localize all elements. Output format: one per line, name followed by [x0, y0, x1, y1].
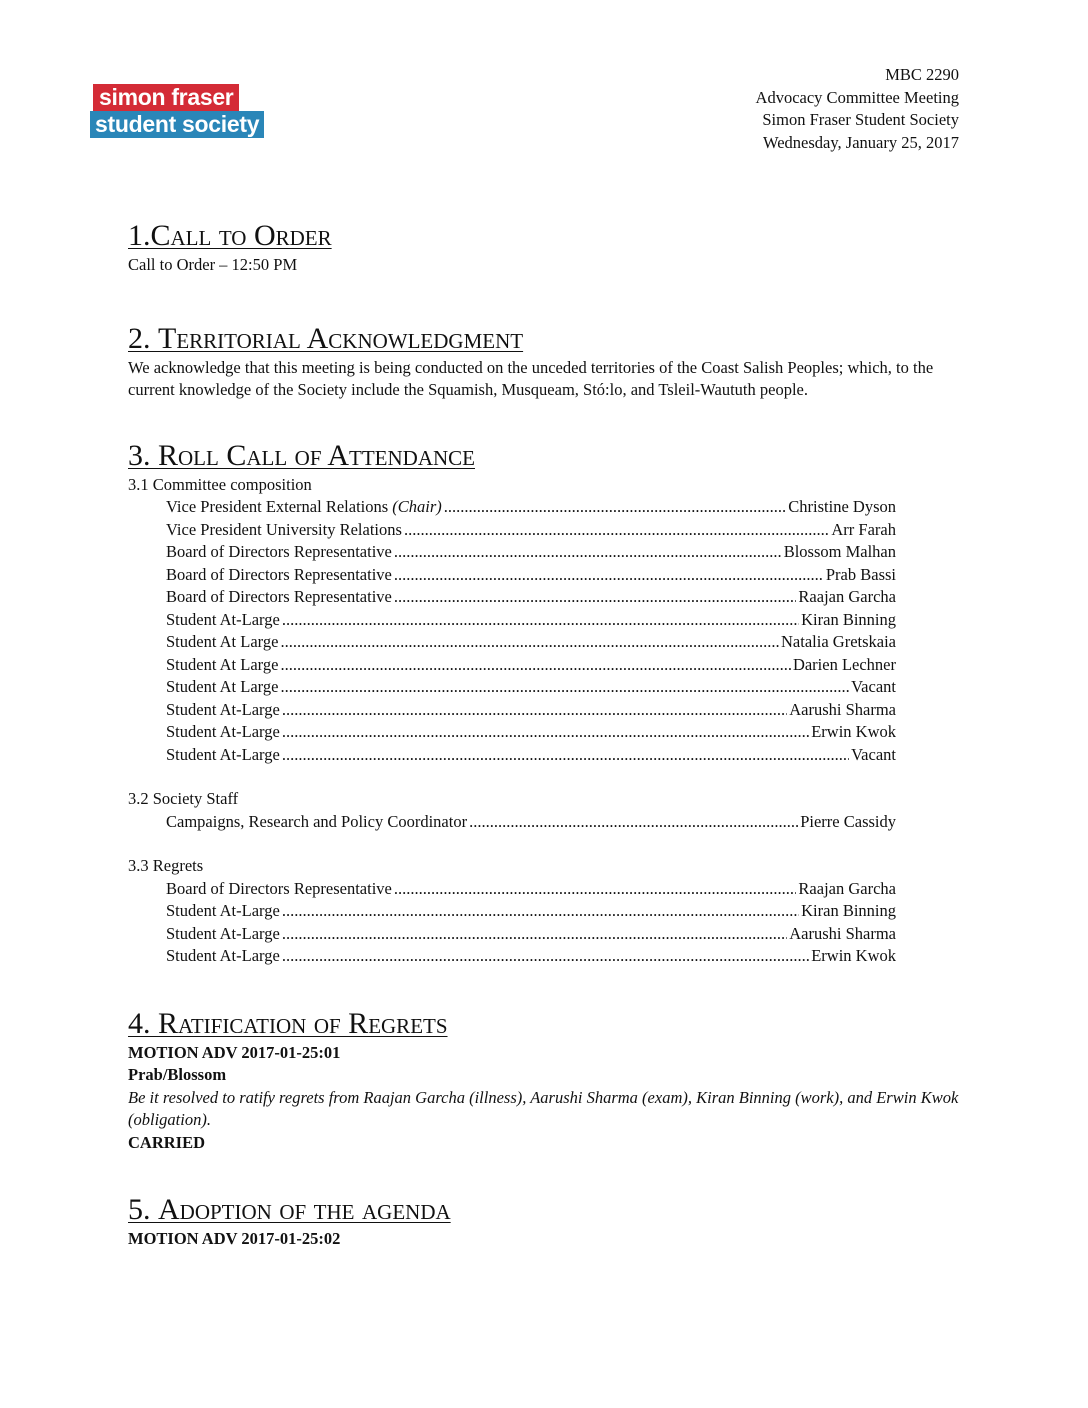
attendee-name: Erwin Kwok [811, 722, 896, 741]
sfss-logo [90, 84, 270, 138]
attendee-role: Board of Directors Representative [166, 564, 392, 584]
header-line: MBC 2290 [885, 65, 959, 84]
dot-leader [469, 811, 798, 834]
dot-leader [282, 721, 809, 744]
attendee-role: Student At Large [166, 677, 279, 696]
attendee-role: Board of Directors Representative [166, 878, 392, 898]
dot-leader [394, 541, 782, 564]
section-heading: 1.Call to Order [128, 219, 332, 252]
attendee-name: Prab Bassi [825, 564, 896, 584]
section-territorial-acknowledgment [128, 321, 960, 402]
dot-leader [282, 744, 849, 767]
section-heading: 3. Roll Call of Attendance [128, 438, 475, 472]
regrets-list [128, 878, 960, 968]
attendee-name: Christine Dyson [788, 497, 896, 516]
attendance-row [166, 586, 896, 609]
attendance-row [166, 811, 896, 834]
dot-leader [280, 654, 791, 677]
dot-leader [280, 631, 779, 654]
section-roll-call [128, 438, 960, 968]
attendance-row [166, 519, 896, 542]
attendance-row [166, 945, 896, 968]
attendance-row [166, 721, 896, 744]
attendee-note: (Chair) [392, 497, 442, 516]
section-call-to-order [128, 218, 960, 277]
document-body [128, 218, 960, 1251]
subsection-title: 3.2 Society Staff [128, 789, 239, 808]
attendee-name: Pierre Cassidy [800, 811, 896, 831]
subsection-title: 3.1 Committee composition [128, 474, 312, 494]
attendee-name: Natalia Gretskaia [781, 632, 896, 651]
attendee-role: Campaigns, Research and Policy Coordinator [166, 811, 468, 831]
logo-line2: student society [90, 111, 264, 138]
motion-movers: Prab/Blossom [128, 1065, 227, 1084]
attendee-role: Vice President External Relations [166, 497, 389, 516]
dot-leader [444, 496, 787, 519]
attendance-row [166, 541, 896, 564]
attendance-row [166, 631, 896, 654]
dot-leader [280, 676, 849, 699]
dot-leader [394, 564, 824, 587]
attendance-row [166, 564, 896, 587]
attendee-role: Student At Large [166, 632, 279, 651]
attendee-name: Darien Lechner [792, 654, 896, 674]
attendee-role: Student At Large [166, 654, 279, 674]
dot-leader [404, 519, 829, 542]
logo-line1: simon fraser [93, 84, 239, 111]
attendance-row [166, 699, 896, 722]
attendee-name: Arr Farah [831, 519, 896, 539]
motion-number: MOTION ADV 2017-01-25:01 [128, 1042, 341, 1062]
attendee-role: Student At-Large [166, 946, 280, 965]
attendee-name: Raajan Garcha [798, 587, 896, 606]
attendee-role: Student At-Large [166, 722, 280, 741]
attendance-row [166, 900, 896, 923]
attendance-row [166, 496, 896, 519]
motion-number: MOTION ADV 2017-01-25:02 [128, 1229, 341, 1248]
section-heading: 5. Adoption of the agenda [128, 1193, 451, 1226]
attendee-role: Student At-Large [166, 923, 280, 943]
call-to-order-text: Call to Order – 12:50 PM [128, 255, 298, 274]
staff-list [128, 811, 960, 834]
attendee-role: Student At-Large [166, 609, 280, 629]
attendance-row [166, 744, 896, 767]
attendance-row [166, 654, 896, 677]
attendee-name: Vacant [851, 677, 896, 696]
attendance-row [166, 923, 896, 946]
header-line: Advocacy Committee Meeting [755, 87, 959, 107]
attendee-role: Student At-Large [166, 901, 280, 920]
section-ratification [128, 1006, 960, 1155]
dot-leader [282, 923, 787, 946]
attendee-name: Kiran Binning [801, 609, 896, 629]
attendee-name: Vacant [851, 744, 896, 764]
acknowledgment-text: We acknowledge that this meeting is being conducted on the unceded territories of the Coast Salish Peoples; which, to the current knowledge of the Society include the Squamish, Musqueam, Stó:lo, and Tsleil-Waututh people. [128, 357, 934, 399]
attendance-row [166, 609, 896, 632]
document-header [756, 64, 959, 154]
dot-leader [282, 900, 799, 923]
attendee-role: Vice President University Relations [166, 519, 402, 539]
attendance-row [166, 878, 896, 901]
composition-list [128, 496, 960, 766]
attendee-name: Erwin Kwok [811, 946, 896, 965]
attendance-row [166, 676, 896, 699]
dot-leader [394, 586, 797, 609]
section-heading: 2. Territorial Acknowledgment [128, 321, 524, 355]
attendee-role: Student At-Large [166, 699, 280, 719]
attendee-name: Kiran Binning [801, 901, 896, 920]
attendee-role: Board of Directors Representative [166, 542, 392, 561]
attendee-name: Raajan Garcha [798, 878, 896, 898]
section-heading: 4. Ratification of Regrets [128, 1006, 448, 1040]
subsection-title: 3.3 Regrets [128, 856, 204, 875]
attendee-role: Student At-Large [166, 744, 280, 764]
section-adoption-of-agenda [128, 1192, 960, 1251]
attendee-name: Aarushi Sharma [789, 923, 896, 943]
attendee-name: Blossom Malhan [783, 542, 896, 561]
dot-leader [282, 699, 787, 722]
motion-resolution: Be it resolved to ratify regrets from Raajan Garcha (illness), Aarushi Sharma (exam), Kiran Binning (work), and Erwin Kwok (obligation). [128, 1087, 959, 1129]
dot-leader [282, 609, 799, 632]
attendee-role: Board of Directors Representative [166, 587, 392, 606]
motion-result: CARRIED [128, 1132, 206, 1152]
header-line: Wednesday, January 25, 2017 [762, 132, 959, 152]
dot-leader [282, 945, 809, 968]
header-line: Simon Fraser Student Society [762, 110, 959, 129]
dot-leader [394, 878, 797, 901]
attendee-name: Aarushi Sharma [789, 699, 896, 719]
